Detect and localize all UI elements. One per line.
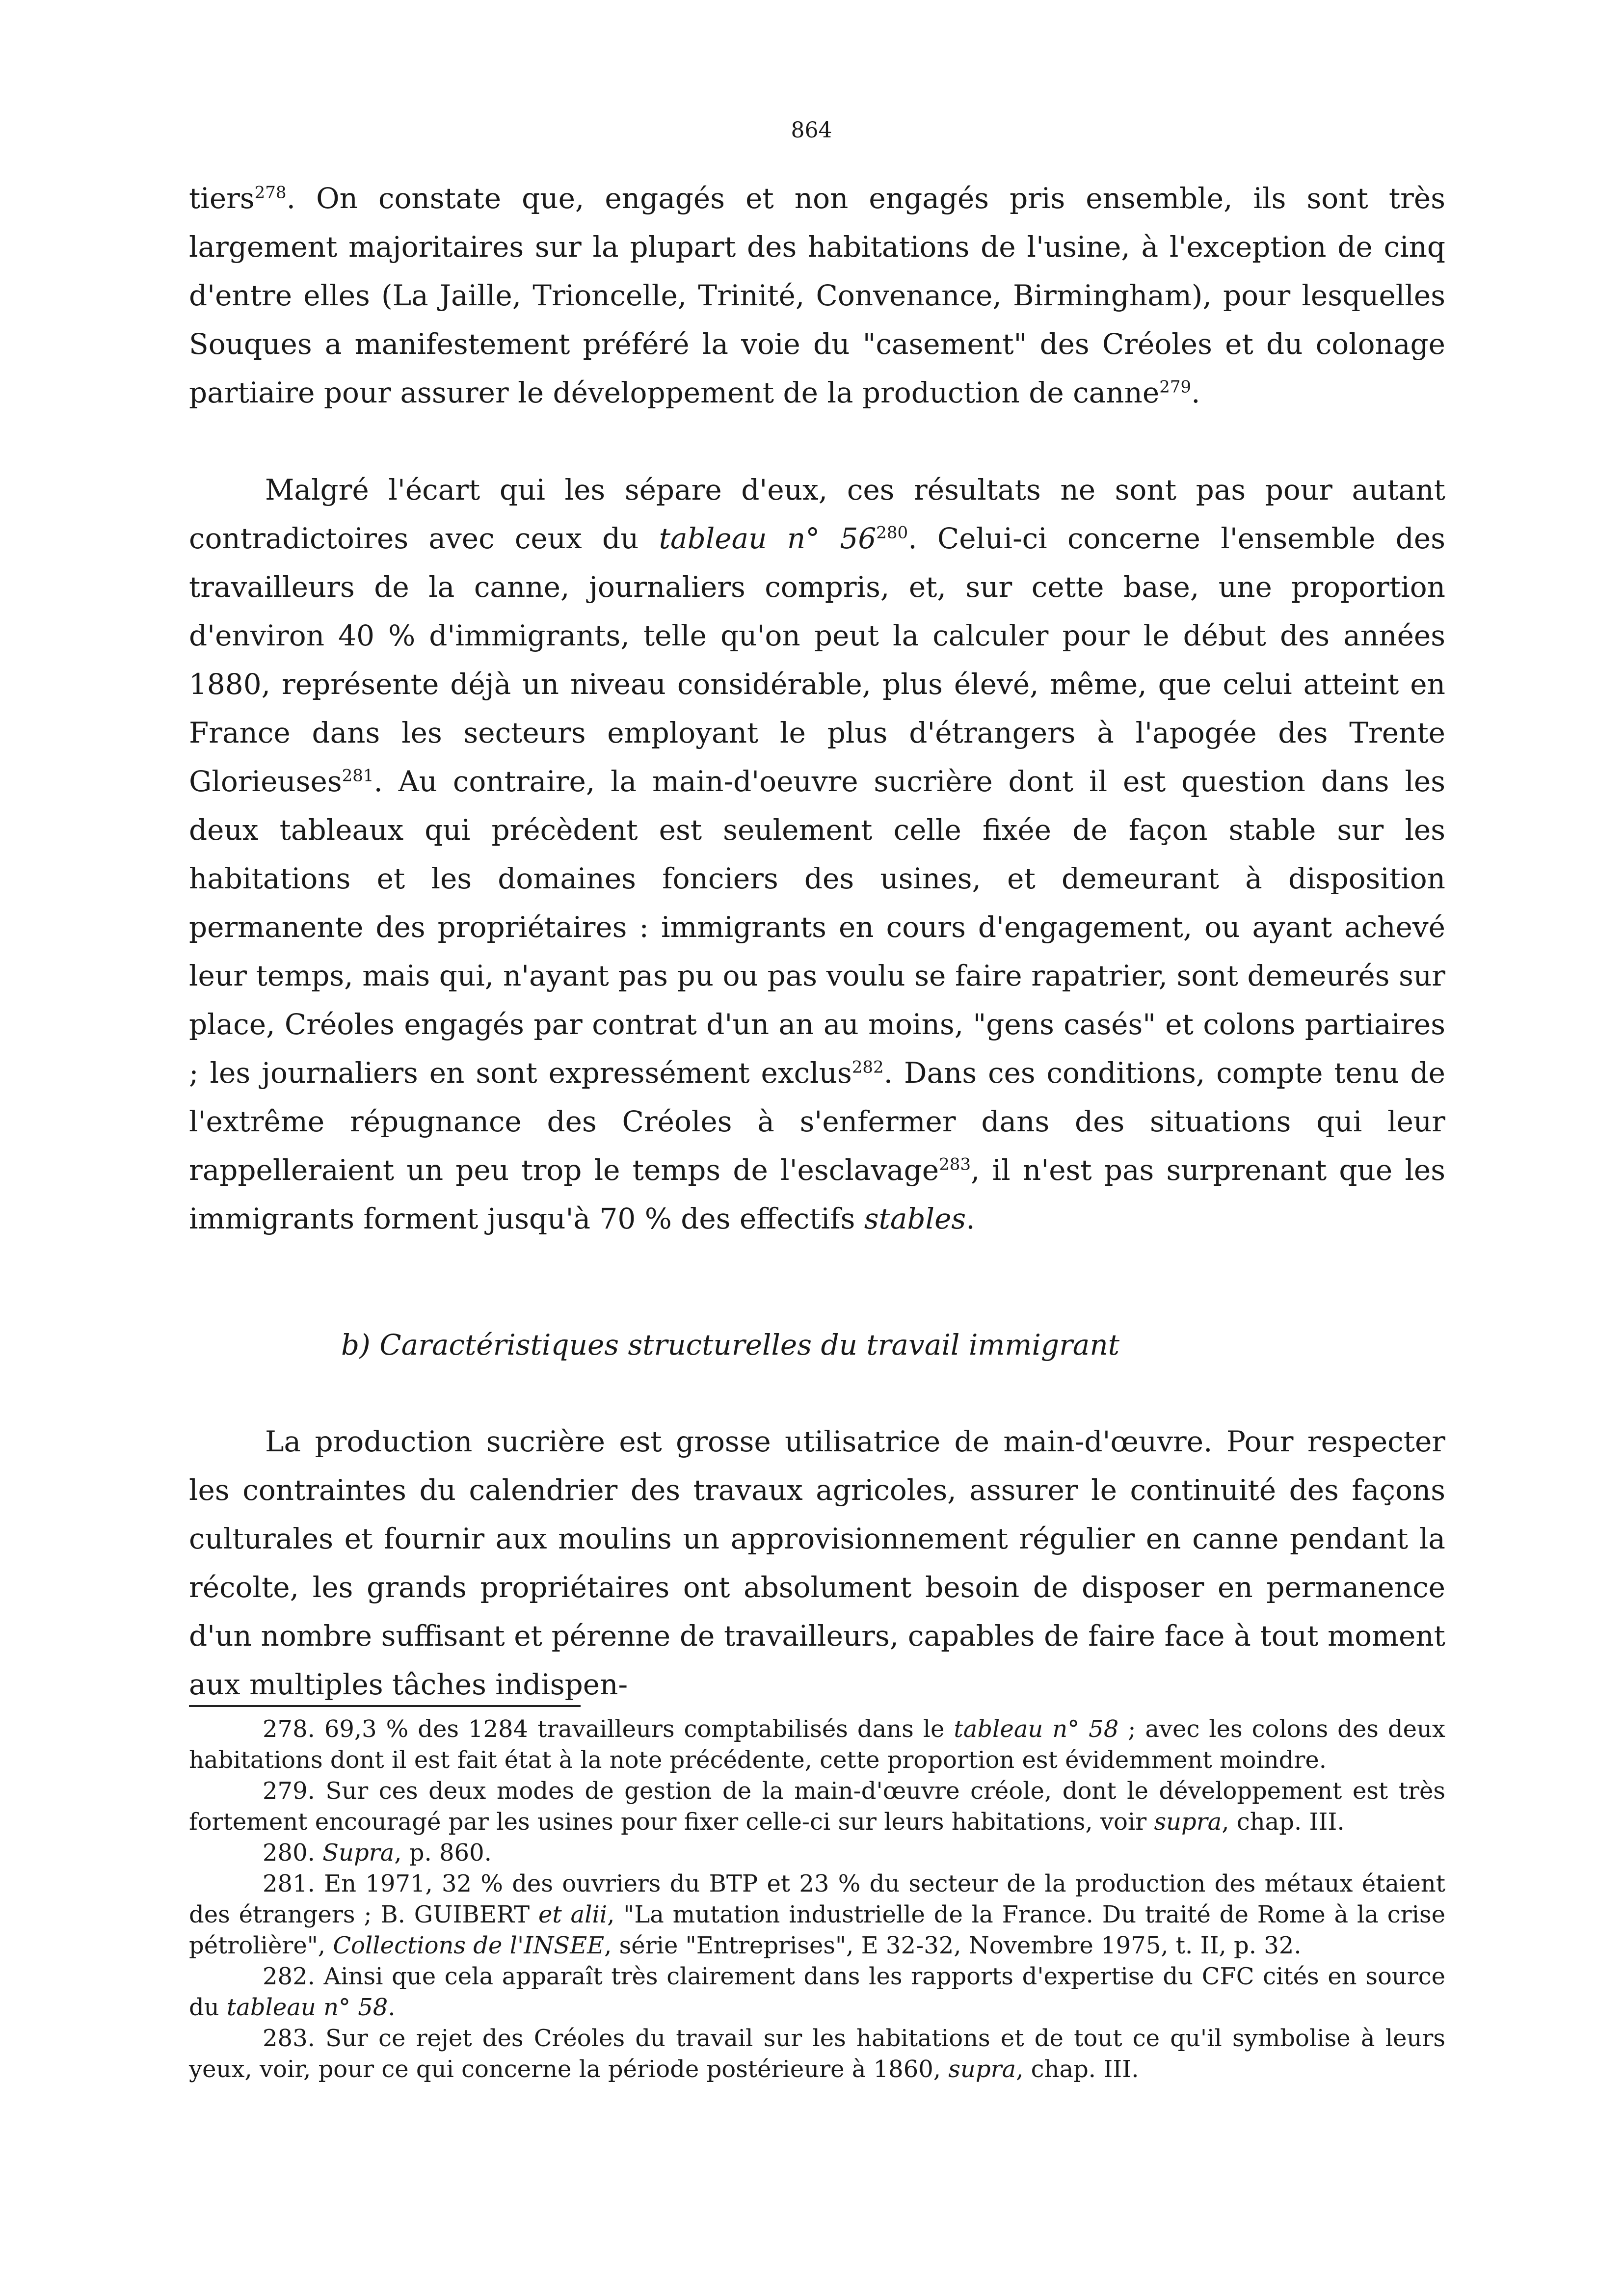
- footnote-ref-279[interactable]: 279: [1159, 377, 1192, 397]
- paragraph-1: tiers$^{278}$. On constate que, engagés et non engagés pris ensemble, ils sont très largement majoritaires sur la plupart des habitations de l'usine, à l'exception de cinq d'entre elles (La Jaille, Trioncelle, Trinité, Convenance, Birmingham), pour lesquelles Souques a manifestement préféré la voie du "casement" des Créoles et du colonage partiaire pour assurer le développement de la production de canne$^{279}$.: [189, 182, 1445, 409]
- footnote-279: 279. Sur ces deux modes de gestion de la main-d'œuvre créole, dont le développement est très fortement encouragé par les usines pour fixer celle-ci sur leurs habitations, voir supra, chap. III.: [189, 1777, 1445, 1836]
- footnote-283: 283. Sur ce rejet des Créoles du travail sur les habitations et de tout ce qu'il symbolise à leurs yeux, voir, pour ce qui concerne la période postérieure à 1860, supra, chap. III.: [189, 2025, 1445, 2083]
- page-number: 864: [791, 118, 832, 143]
- footnote-ref-283[interactable]: 283: [939, 1154, 971, 1175]
- footnote-ref-282[interactable]: 282: [851, 1057, 884, 1077]
- footnote-separator: [189, 1705, 581, 1707]
- paragraph-spacer: [189, 417, 1445, 466]
- footnote-ref-280[interactable]: 280: [876, 523, 908, 543]
- footnote-282: 282. Ainsi que cela apparaît très clairement dans les rapports d'expertise du CFC cités en source du tableau n° 58.: [189, 1963, 1445, 2021]
- table-reference: tableau n° 56: [659, 522, 877, 555]
- footnote-280: 280. Supra, p. 860.: [263, 1839, 492, 1867]
- footnote-ref-278[interactable]: 278: [254, 183, 287, 203]
- footnotes: [189, 1714, 1445, 2085]
- section-subheading: b) Caractéristiques structurelles du travail immigrant: [341, 1328, 1120, 1362]
- paragraph-3: La production sucrière est grosse utilisatrice de main-d'œuvre. Pour respecter les contraintes du calendrier des travaux agricoles, assurer le continuité des façons culturales et fournir aux moulins un approvisionnement régulier en canne pendant la récolte, les grands propriétaires ont absolument besoin de disposer en permanence d'un nombre suffisant et pérenne de travailleurs, capables de faire face à tout moment aux multiples tâches indispen-: [189, 1425, 1445, 1701]
- main-text: [189, 174, 1445, 1709]
- footnote-ref-281[interactable]: 281: [342, 766, 374, 786]
- paragraph-2: Malgré l'écart qui les sépare d'eux, ces résultats ne sont pas pour autant contradictoires avec ceux du tableau n° $56^{280}$. Celui-ci concerne l'ensemble des travailleurs de la canne, journaliers compris, et, sur cette base, une proportion d'environ 40 % d'immigrants, telle qu'on peut la calculer pour le début des années 1880, représente déjà un niveau considérable, plus élevé, même, que celui atteint en France dans les secteurs employant le plus d'étrangers à l'apogée des Trente Glorieuses$^{281}$. Au contraire, la main-d'oeuvre sucrière dont il est question dans les deux tableaux qui précèdent est seulement celle fixée de façon stable sur les habitations et les domaines fonciers des usines, et demeurant à disposition permanente des propriétaires : immigrants en cours d'engagement, ou ayant achevé leur temps, mais qui, n'ayant pas pu ou pas voulu se faire rapatrier, sont demeurés sur place, Créoles engagés par contrat d'un an au moins, "gens casés" et colons partiaires ; les journaliers en sont expressément exclus$^{282}$. Dans ces conditions, compte tenu de l'extrême répugnance des Créoles à s'enfermer dans des situations qui leur rappelleraient un peu trop le temps de l'esclavage$^{283}$, il n'est pas surprenant que les immigrants forment jusqu'à 70 % des effectifs stables.: [189, 473, 1445, 1235]
- section-spacer: [189, 1369, 1445, 1417]
- section-spacer: [189, 1243, 1445, 1321]
- footnote-281: 281. En 1971, 32 % des ouvriers du BTP et 23 % du secteur de la production des métaux étaient des étrangers ; B. GUIBERT et alii, "La mutation industrielle de la France. Du traité de Rome à la crise pétrolière", Collections de l'INSEE, série "Entreprises", E 32-32, Novembre 1975, t. II, p. 32.: [189, 1870, 1446, 1959]
- footnote-278: 278. 69,3 % des 1284 travailleurs comptabilisés dans le tableau n° 58 ; avec les colons des deux habitations dont il est fait état à la note précédente, cette proportion est évidemment moindre.: [189, 1715, 1446, 1774]
